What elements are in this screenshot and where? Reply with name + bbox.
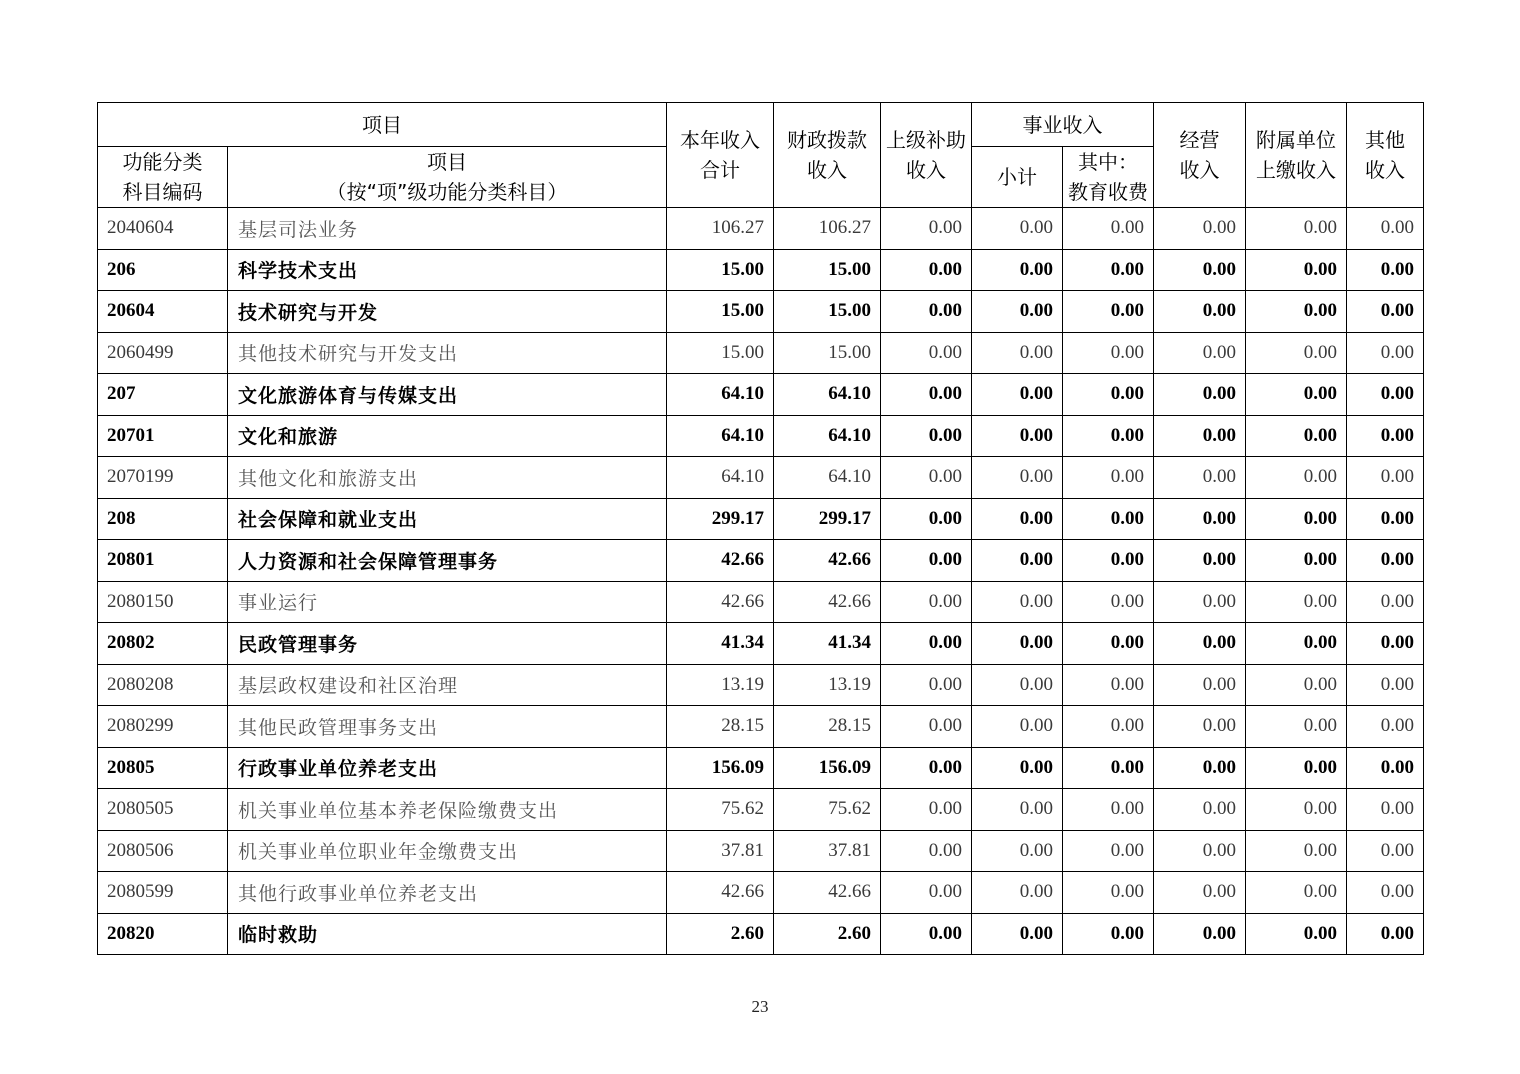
- header-superior-subsidy: [881, 103, 972, 208]
- cell-education-fee: 0.00: [1063, 581, 1154, 623]
- header-affiliated-income-label: 附属单位 上缴收入: [1256, 128, 1336, 182]
- page-number: 23: [751, 997, 769, 1016]
- cell-other-income: 0.00: [1347, 291, 1424, 333]
- cell-fiscal-allocation: 75.62: [774, 789, 881, 831]
- cell-superior-subsidy: 0.00: [881, 872, 972, 914]
- cell-operating-income: 0.00: [1154, 457, 1246, 499]
- cell-business-subtotal: 0.00: [972, 581, 1063, 623]
- cell-total-income: 64.10: [667, 415, 774, 457]
- table-row: [98, 747, 1424, 789]
- table-row: [98, 498, 1424, 540]
- cell-item-name: 其他文化和旅游支出: [228, 457, 667, 499]
- cell-operating-income: 0.00: [1154, 415, 1246, 457]
- cell-business-subtotal: 0.00: [972, 830, 1063, 872]
- cell-education-fee: 0.00: [1063, 664, 1154, 706]
- cell-business-subtotal: 0.00: [972, 706, 1063, 748]
- cell-other-income: 0.00: [1347, 789, 1424, 831]
- cell-affiliated-income: 0.00: [1246, 540, 1347, 582]
- cell-total-income: 37.81: [667, 830, 774, 872]
- cell-education-fee: 0.00: [1063, 208, 1154, 250]
- cell-business-subtotal: 0.00: [972, 249, 1063, 291]
- cell-fiscal-allocation: 64.10: [774, 457, 881, 499]
- cell-affiliated-income: 0.00: [1246, 374, 1347, 416]
- table-row: [98, 830, 1424, 872]
- cell-business-subtotal: 0.00: [972, 457, 1063, 499]
- cell-total-income: 41.34: [667, 623, 774, 665]
- cell-superior-subsidy: 0.00: [881, 208, 972, 250]
- cell-operating-income: 0.00: [1154, 374, 1246, 416]
- header-other-income-label: 其他 收入: [1365, 128, 1405, 182]
- cell-fiscal-allocation: 37.81: [774, 830, 881, 872]
- cell-function-code: 20604: [98, 291, 228, 333]
- cell-total-income: 13.19: [667, 664, 774, 706]
- cell-business-subtotal: 0.00: [972, 332, 1063, 374]
- cell-other-income: 0.00: [1347, 706, 1424, 748]
- cell-superior-subsidy: 0.00: [881, 789, 972, 831]
- cell-operating-income: 0.00: [1154, 664, 1246, 706]
- cell-education-fee: 0.00: [1063, 830, 1154, 872]
- cell-superior-subsidy: 0.00: [881, 332, 972, 374]
- cell-function-code: 20801: [98, 540, 228, 582]
- cell-business-subtotal: 0.00: [972, 664, 1063, 706]
- cell-other-income: 0.00: [1347, 664, 1424, 706]
- cell-operating-income: 0.00: [1154, 291, 1246, 333]
- table-header: [98, 103, 1424, 208]
- header-function-code: [98, 147, 228, 208]
- cell-affiliated-income: 0.00: [1246, 457, 1347, 499]
- cell-item-name: 机关事业单位职业年金缴费支出: [228, 830, 667, 872]
- cell-other-income: 0.00: [1347, 374, 1424, 416]
- cell-operating-income: 0.00: [1154, 498, 1246, 540]
- table-row: [98, 789, 1424, 831]
- cell-other-income: 0.00: [1347, 249, 1424, 291]
- cell-business-subtotal: 0.00: [972, 208, 1063, 250]
- table-row: [98, 415, 1424, 457]
- cell-superior-subsidy: 0.00: [881, 291, 972, 333]
- cell-affiliated-income: 0.00: [1246, 706, 1347, 748]
- cell-superior-subsidy: 0.00: [881, 830, 972, 872]
- header-fiscal-allocation-label: 财政拨款 收入: [787, 128, 867, 182]
- cell-affiliated-income: 0.00: [1246, 913, 1347, 955]
- cell-superior-subsidy: 0.00: [881, 664, 972, 706]
- header-total-income-label: 本年收入 合计: [680, 128, 760, 182]
- cell-total-income: 299.17: [667, 498, 774, 540]
- table-row: [98, 706, 1424, 748]
- cell-item-name: 其他民政管理事务支出: [228, 706, 667, 748]
- cell-operating-income: 0.00: [1154, 208, 1246, 250]
- header-affiliated-income: [1246, 103, 1347, 208]
- cell-other-income: 0.00: [1347, 747, 1424, 789]
- cell-business-subtotal: 0.00: [972, 872, 1063, 914]
- cell-fiscal-allocation: 42.66: [774, 540, 881, 582]
- cell-education-fee: 0.00: [1063, 332, 1154, 374]
- cell-item-name: 人力资源和社会保障管理事务: [228, 540, 667, 582]
- cell-total-income: 64.10: [667, 374, 774, 416]
- cell-other-income: 0.00: [1347, 415, 1424, 457]
- cell-other-income: 0.00: [1347, 457, 1424, 499]
- cell-function-code: 20802: [98, 623, 228, 665]
- cell-fiscal-allocation: 13.19: [774, 664, 881, 706]
- header-function-code-label: 功能分类 科目编码: [122, 150, 203, 204]
- cell-operating-income: 0.00: [1154, 249, 1246, 291]
- header-other-income: [1347, 103, 1424, 208]
- cell-operating-income: 0.00: [1154, 913, 1246, 955]
- cell-affiliated-income: 0.00: [1246, 872, 1347, 914]
- cell-business-subtotal: 0.00: [972, 291, 1063, 333]
- income-budget-table: [97, 102, 1424, 955]
- table-row: [98, 913, 1424, 955]
- cell-function-code: 2080150: [98, 581, 228, 623]
- table-row: [98, 249, 1424, 291]
- table-row: [98, 664, 1424, 706]
- cell-fiscal-allocation: 299.17: [774, 498, 881, 540]
- cell-affiliated-income: 0.00: [1246, 249, 1347, 291]
- cell-item-name: 其他行政事业单位养老支出: [228, 872, 667, 914]
- cell-function-code: 2040604: [98, 208, 228, 250]
- cell-function-code: 208: [98, 498, 228, 540]
- cell-fiscal-allocation: 42.66: [774, 872, 881, 914]
- table-row: [98, 291, 1424, 333]
- cell-affiliated-income: 0.00: [1246, 664, 1347, 706]
- table-row: [98, 208, 1424, 250]
- cell-superior-subsidy: 0.00: [881, 249, 972, 291]
- cell-affiliated-income: 0.00: [1246, 208, 1347, 250]
- cell-education-fee: 0.00: [1063, 498, 1154, 540]
- cell-fiscal-allocation: 15.00: [774, 291, 881, 333]
- cell-other-income: 0.00: [1347, 830, 1424, 872]
- header-education-fee-label: 其中： 教育收费: [1068, 150, 1148, 204]
- cell-education-fee: 0.00: [1063, 913, 1154, 955]
- table-row: [98, 457, 1424, 499]
- cell-function-code: 20805: [98, 747, 228, 789]
- cell-business-subtotal: 0.00: [972, 415, 1063, 457]
- cell-affiliated-income: 0.00: [1246, 291, 1347, 333]
- cell-affiliated-income: 0.00: [1246, 415, 1347, 457]
- cell-item-name: 民政管理事务: [228, 623, 667, 665]
- cell-function-code: 2080299: [98, 706, 228, 748]
- cell-fiscal-allocation: 15.00: [774, 332, 881, 374]
- cell-item-name: 机关事业单位基本养老保险缴费支出: [228, 789, 667, 831]
- cell-education-fee: 0.00: [1063, 623, 1154, 665]
- cell-education-fee: 0.00: [1063, 789, 1154, 831]
- cell-function-code: 2080506: [98, 830, 228, 872]
- cell-fiscal-allocation: 64.10: [774, 374, 881, 416]
- cell-other-income: 0.00: [1347, 332, 1424, 374]
- cell-fiscal-allocation: 41.34: [774, 623, 881, 665]
- cell-affiliated-income: 0.00: [1246, 789, 1347, 831]
- cell-item-name: 文化和旅游: [228, 415, 667, 457]
- cell-item-name: 临时救助: [228, 913, 667, 955]
- cell-affiliated-income: 0.00: [1246, 830, 1347, 872]
- cell-business-subtotal: 0.00: [972, 540, 1063, 582]
- table-row: [98, 374, 1424, 416]
- cell-fiscal-allocation: 15.00: [774, 249, 881, 291]
- cell-function-code: 2070199: [98, 457, 228, 499]
- cell-business-subtotal: 0.00: [972, 789, 1063, 831]
- cell-superior-subsidy: 0.00: [881, 706, 972, 748]
- cell-fiscal-allocation: 106.27: [774, 208, 881, 250]
- cell-item-name: 其他技术研究与开发支出: [228, 332, 667, 374]
- cell-function-code: 2080208: [98, 664, 228, 706]
- cell-business-subtotal: 0.00: [972, 623, 1063, 665]
- cell-superior-subsidy: 0.00: [881, 581, 972, 623]
- cell-education-fee: 0.00: [1063, 706, 1154, 748]
- cell-superior-subsidy: 0.00: [881, 498, 972, 540]
- header-subtotal: 小计: [972, 147, 1063, 208]
- cell-total-income: 42.66: [667, 540, 774, 582]
- header-total-income: [667, 103, 774, 208]
- header-project: 项目: [98, 103, 667, 147]
- cell-affiliated-income: 0.00: [1246, 498, 1347, 540]
- table-body: [98, 208, 1424, 955]
- table-row: [98, 540, 1424, 582]
- cell-business-subtotal: 0.00: [972, 913, 1063, 955]
- cell-total-income: 2.60: [667, 913, 774, 955]
- cell-operating-income: 0.00: [1154, 706, 1246, 748]
- cell-other-income: 0.00: [1347, 872, 1424, 914]
- table-row: [98, 623, 1424, 665]
- cell-total-income: 156.09: [667, 747, 774, 789]
- cell-affiliated-income: 0.00: [1246, 747, 1347, 789]
- cell-function-code: 20701: [98, 415, 228, 457]
- table-row: [98, 872, 1424, 914]
- cell-item-name: 基层政权建设和社区治理: [228, 664, 667, 706]
- cell-superior-subsidy: 0.00: [881, 540, 972, 582]
- header-operating-income-label: 经营 收入: [1179, 128, 1220, 182]
- cell-operating-income: 0.00: [1154, 581, 1246, 623]
- cell-item-name: 技术研究与开发: [228, 291, 667, 333]
- cell-superior-subsidy: 0.00: [881, 457, 972, 499]
- cell-total-income: 15.00: [667, 332, 774, 374]
- cell-function-code: 207: [98, 374, 228, 416]
- cell-total-income: 15.00: [667, 249, 774, 291]
- cell-item-name: 科学技术支出: [228, 249, 667, 291]
- cell-item-name: 社会保障和就业支出: [228, 498, 667, 540]
- cell-total-income: 75.62: [667, 789, 774, 831]
- cell-item-name: 文化旅游体育与传媒支出: [228, 374, 667, 416]
- cell-other-income: 0.00: [1347, 208, 1424, 250]
- cell-operating-income: 0.00: [1154, 830, 1246, 872]
- cell-other-income: 0.00: [1347, 581, 1424, 623]
- header-superior-subsidy-label: 上级补助 收入: [886, 128, 966, 182]
- cell-total-income: 28.15: [667, 706, 774, 748]
- cell-education-fee: 0.00: [1063, 249, 1154, 291]
- cell-superior-subsidy: 0.00: [881, 374, 972, 416]
- cell-superior-subsidy: 0.00: [881, 415, 972, 457]
- header-fiscal-allocation: [774, 103, 881, 208]
- header-education-fee: [1063, 147, 1154, 208]
- cell-affiliated-income: 0.00: [1246, 332, 1347, 374]
- cell-fiscal-allocation: 2.60: [774, 913, 881, 955]
- cell-function-code: 2060499: [98, 332, 228, 374]
- cell-education-fee: 0.00: [1063, 415, 1154, 457]
- header-business-income: 事业收入: [972, 103, 1154, 147]
- cell-operating-income: 0.00: [1154, 872, 1246, 914]
- cell-other-income: 0.00: [1347, 913, 1424, 955]
- cell-operating-income: 0.00: [1154, 332, 1246, 374]
- cell-operating-income: 0.00: [1154, 789, 1246, 831]
- header-operating-income: [1154, 103, 1246, 208]
- cell-total-income: 106.27: [667, 208, 774, 250]
- cell-operating-income: 0.00: [1154, 540, 1246, 582]
- cell-business-subtotal: 0.00: [972, 374, 1063, 416]
- cell-business-subtotal: 0.00: [972, 498, 1063, 540]
- cell-affiliated-income: 0.00: [1246, 623, 1347, 665]
- table-row: [98, 332, 1424, 374]
- table-row: [98, 581, 1424, 623]
- cell-other-income: 0.00: [1347, 540, 1424, 582]
- cell-function-code: 206: [98, 249, 228, 291]
- cell-total-income: 42.66: [667, 872, 774, 914]
- cell-affiliated-income: 0.00: [1246, 581, 1347, 623]
- cell-total-income: 15.00: [667, 291, 774, 333]
- cell-operating-income: 0.00: [1154, 623, 1246, 665]
- cell-other-income: 0.00: [1347, 498, 1424, 540]
- cell-superior-subsidy: 0.00: [881, 913, 972, 955]
- cell-fiscal-allocation: 156.09: [774, 747, 881, 789]
- cell-operating-income: 0.00: [1154, 747, 1246, 789]
- cell-other-income: 0.00: [1347, 623, 1424, 665]
- cell-total-income: 64.10: [667, 457, 774, 499]
- header-item-by-level: [228, 147, 667, 208]
- cell-education-fee: 0.00: [1063, 291, 1154, 333]
- cell-item-name: 基层司法业务: [228, 208, 667, 250]
- cell-fiscal-allocation: 42.66: [774, 581, 881, 623]
- cell-function-code: 20820: [98, 913, 228, 955]
- header-item-by-level-label: 项目 （按“项”级功能分类科目）: [326, 150, 568, 204]
- cell-superior-subsidy: 0.00: [881, 747, 972, 789]
- cell-business-subtotal: 0.00: [972, 747, 1063, 789]
- cell-superior-subsidy: 0.00: [881, 623, 972, 665]
- cell-education-fee: 0.00: [1063, 540, 1154, 582]
- cell-education-fee: 0.00: [1063, 374, 1154, 416]
- cell-function-code: 2080505: [98, 789, 228, 831]
- cell-education-fee: 0.00: [1063, 457, 1154, 499]
- cell-total-income: 42.66: [667, 581, 774, 623]
- cell-education-fee: 0.00: [1063, 872, 1154, 914]
- cell-education-fee: 0.00: [1063, 747, 1154, 789]
- cell-function-code: 2080599: [98, 872, 228, 914]
- cell-fiscal-allocation: 28.15: [774, 706, 881, 748]
- cell-fiscal-allocation: 64.10: [774, 415, 881, 457]
- cell-item-name: 事业运行: [228, 581, 667, 623]
- cell-item-name: 行政事业单位养老支出: [228, 747, 667, 789]
